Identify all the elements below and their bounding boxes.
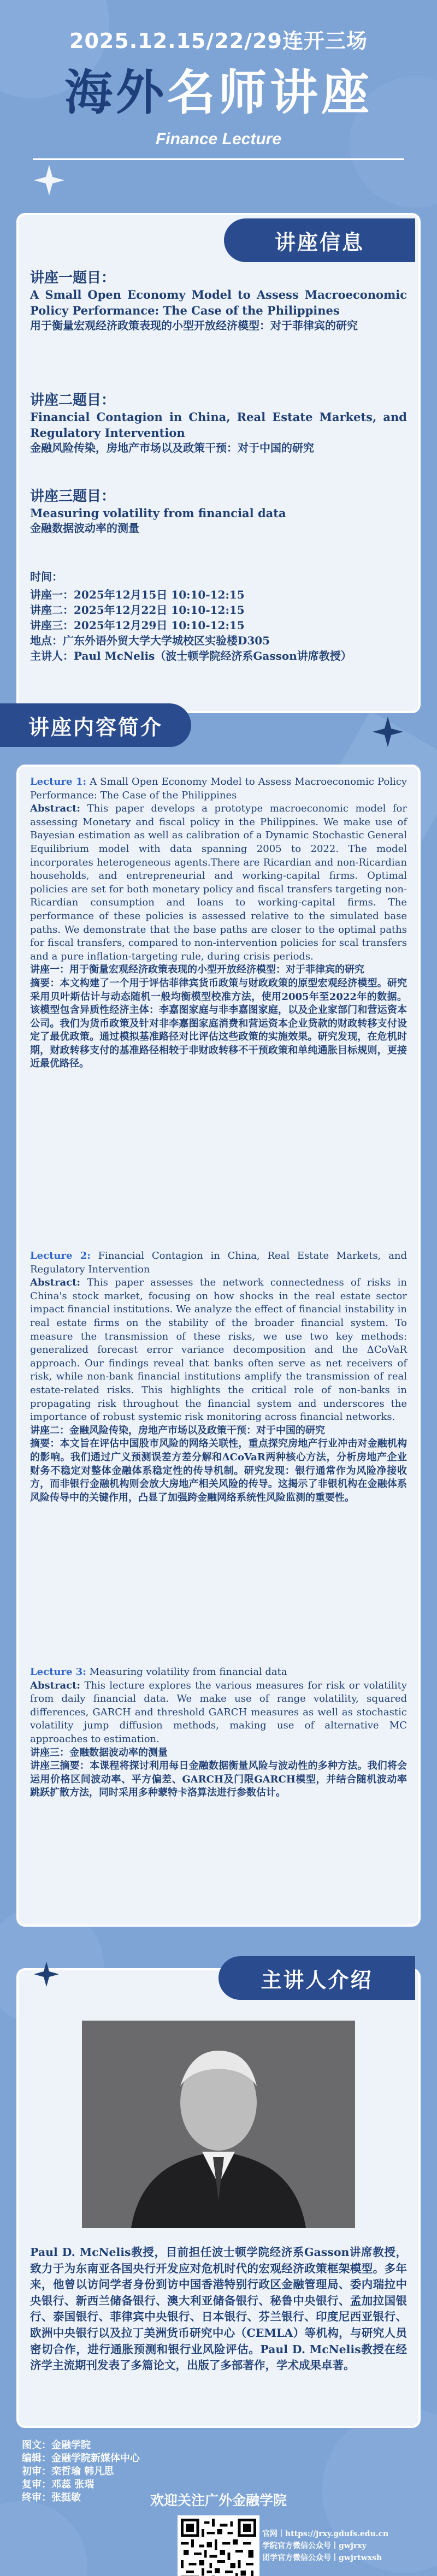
time-lecture2: 讲座二：2025年12月22日 10:10-12:15: [30, 603, 245, 617]
lecture1-title-zh: 用于衡量宏观经济政策表现的小型开放经济模型：对于菲律宾的研究: [30, 319, 358, 332]
website-link[interactable]: 官网丨https://jrxy.gdufs.edu.cn: [262, 2530, 389, 2538]
lecture1-zh-title: 讲座一：用于衡量宏观经济政策表现的小型开放经济模型：对于菲律宾的研究: [30, 964, 364, 976]
lecture2-label: 讲座二题目：: [30, 392, 116, 408]
zh-abstract-label: 摘要：: [30, 977, 60, 989]
lecture1-title: A Small Open Economy Model to Assess Macroeconomic Policy Performance: The Case of the Philippines: [30, 776, 408, 801]
lecture2-zh-abstract: 本文旨在评估中国股市风险的网络关联性，重点探究房地产行业冲击对金融机构的影响。我们通过广义预测误差方差分解和ΔCoVaR两种核心方法，分析房地产企业财务不稳定对整体金融体系稳定性的传导机制。研究发现：银行通常作为风险净接收方，而非银行金融机构则会放大房地产相关风险的传导。这揭示了非银机构在金融体系风险传导中的关键作用，凸显了加强跨金融网络系统性风险监测的重要性。: [30, 1438, 408, 1503]
contact-info: [262, 2528, 426, 2564]
title-part-2: 名师讲座: [167, 64, 373, 121]
abstract-label: Abstract:: [30, 1679, 81, 1691]
sparkle-icon: [371, 715, 404, 748]
poster-subtitle: Finance Lecture: [155, 130, 282, 148]
time-lecture1: 讲座一：2025年12月15日 10:10-12:15: [30, 588, 245, 601]
credit-line: 编辑：金融学院新媒体中心: [22, 2453, 140, 2464]
lecture2-title-zh: 金融风险传染，房地产市场以及政策干预：对于中国的研究: [30, 441, 314, 454]
speaker-photo: [82, 2021, 355, 2228]
credit-line: 复审：邓蕊 张瑞: [22, 2479, 95, 2490]
lecture3-title-en: Measuring volatility from financial data: [30, 506, 286, 520]
lecture-content-tab: 讲座内容简介: [0, 703, 191, 747]
poster-title: [0, 55, 437, 123]
zh-abstract-label: 摘要：: [30, 1438, 60, 1450]
abstract-label: Abstract:: [30, 803, 81, 815]
league-wechat-account: 团学官方微信公众号丨gwjrtwxsh: [262, 2554, 382, 2562]
lecture2-title: Financial Contagion in China, Real Estate Markets, and Regulatory Intervention: [30, 1250, 407, 1275]
lecture1-title-en: A Small Open Economy Model to Assess Macroeconomic Policy Performance: The Case of the Philippines: [30, 288, 407, 317]
lecture2-tag: Lecture 2:: [30, 1250, 91, 1262]
credit-line: 图文：金融学院: [22, 2439, 91, 2451]
speaker: 主讲人：Paul McNelis（波士顿学院经济系Gasson讲席教授）: [30, 649, 352, 662]
lecture1-tag: Lecture 1:: [30, 776, 87, 787]
lecture3-info: [30, 485, 407, 536]
time-label: 时间：: [30, 570, 63, 583]
lecture2-title-en: Financial Contagion in China, Real Estate Markets, and Regulatory Intervention: [30, 410, 407, 440]
lecture2-info: [30, 389, 407, 455]
lecture1-info: [30, 267, 407, 333]
lecture3-summary: [30, 1666, 407, 1800]
event-dates: 2025.12.15/22/29连开三场: [69, 29, 368, 53]
lecture2-abstract: This paper assesses the network connectedness of risks in China's stock market, focusing on how shocks in the real estate sector impact financial institutions. We analyze the effect of financial instability in real estate firms on the stability of the broader financial system. To measure the transmission of these risks, we use two key methods: generalized forecast error variance decomposition and the ΔCoVaR approach. Our findings reveal that banks often serve as net receivers of risk, while non-bank financial institutions amplify the transmission of real estate-related risks. This highlights the critical role of non-banks in propagating risk throughout the financial system and underscores the importance of robust systemic risk monitoring across financial networks.: [30, 1277, 407, 1423]
sparkle-icon: [33, 1961, 60, 1988]
lecture3-tag: Lecture 3:: [30, 1666, 86, 1678]
lecture3-zh-abstract: 本课程将探讨利用每日金融数据衡量风险与波动性的多种方法。我们将会运用价格区间波动率、平方偏差、GARCH及门限GARCH模型，并结合随机波动率跳跃扩散方法，同时采用多种蒙特卡洛算法进行参数估计。: [30, 1760, 408, 1799]
lecture1-abstract: This paper develops a prototype macroeconomic model for assessing Monetary and fiscal policy in the Philippines. We make use of Bayesian estimation as well as calibration of a Dynamic Stochastic General Equilibrium model with data spanning 2005 to 2022. The model incorporates heterogeneous agents.There are Ricardian and non-Ricardian households, and entrepreneurial and working-capital firms. Optimal policies are set for both monetary policy and fiscal transfers targeting non-Ricardian consumption and loans to working-capital firms. The performance of these policies is assessed relative to the simulated base paths. We demonstrate that the base paths are closer to the optimal paths for fiscal transfers, compared to non-intervention policies for scal transfers and a pure inflation-targeting rule, during crisis periods.: [30, 803, 407, 962]
wechat-account: 学院官方微信公众号丨gwjrxy: [262, 2542, 367, 2550]
time-lecture3: 讲座三：2025年12月29日 10:10-12:15: [30, 619, 245, 632]
credit-line: 终审：张挺敏: [22, 2492, 81, 2503]
title-part-1: 海外: [64, 64, 167, 121]
lecture1-summary: [30, 775, 407, 1071]
abstract-label: Abstract:: [30, 1277, 81, 1289]
lecture3-title-zh: 金融数据波动率的测量: [30, 522, 139, 535]
venue: 地点：广东外语外贸大学大学城校区实验楼D305: [30, 634, 270, 647]
credit-line: 初审：栾哲瑜 韩凡思: [22, 2466, 114, 2477]
header-divider: [33, 158, 404, 160]
speaker-bio: Paul D. McNelis教授，目前担任波士顿学院经济系Gasson讲席教授，致力于为东南亚各国央行开发应对危机时代的宏观经济政策框架模型。多年来，他曾以访问学者身份到访中国香港特别行政区金融管理局、委内瑞拉中央银行、新西兰储备银行、澳大利亚储备银行、秘鲁中央银行、孟加拉国银行、泰国银行、菲律宾中央银行、日本银行、芬兰银行、印度尼西亚银行、欧洲中央银行以及拉丁美洲货币研究中心（CEMLA）等机构，与研究人员密切合作，进行通胀预测和银行业风险评估。Paul D. McNelis教授在经济学主流期刊发表了多篇论文，出版了多部著作，学术成果卓著。: [30, 2246, 407, 2372]
lecture1-label: 讲座一题目：: [30, 270, 116, 286]
lecture3-label: 讲座三题目：: [30, 488, 116, 505]
qr-code[interactable]: [178, 2515, 259, 2576]
follow-prompt: 欢迎关注广外金融学院: [150, 2492, 287, 2508]
host-tab: 主讲人介绍: [218, 1956, 415, 2000]
lecture2-zh-title: 讲座二：金融风险传染，房地产市场以及政策干预：对于中国的研究: [30, 1424, 325, 1436]
lecture1-zh-abstract: 本文构建了一个用于评估菲律宾货币政策与财政政策的原型宏观经济模型。研究采用贝叶斯估计与动态随机一般均衡模型校准方法，使用2005年至2022年的数据。该模型包含异质性经济主体：李嘉图家庭与非李嘉图家庭，以及企业家部门和营运资本公司。我们为货币政策及针对非李嘉图家庭消费和营运资本企业贷款的财政转移支付设定了最优政策。通过模拟基准路径对比评估这些政策的实施效果。研究发现，在危机时期，财政转移支付的基准路径相较于非财政转移不干预政策和单纯通胀目标规则，更接近最优路径。: [30, 977, 408, 1070]
portrait-icon: [82, 2021, 355, 2228]
sparkle-icon: [33, 164, 66, 197]
lecture2-summary: [30, 1249, 407, 1505]
lecture3-zh-title: 讲座三：金融数据波动率的测量: [30, 1746, 168, 1758]
lecture3-abstract: This lecture explores the various measures for risk or volatility from daily financial data. We make use of range volatility, squared differences, GARCH and threshold GARCH measures as well as stochastic volatility jump diffusion methods, making use of alternative MC approaches to estimation.: [30, 1679, 407, 1745]
lecture-info-tab: 讲座信息: [224, 218, 415, 262]
lecture3-zh-abstract-label: 讲座三摘要：: [30, 1760, 90, 1772]
schedule: [30, 568, 407, 664]
lecture3-title: Measuring volatility from financial data: [89, 1666, 287, 1678]
qr-code-icon: [181, 2519, 256, 2576]
